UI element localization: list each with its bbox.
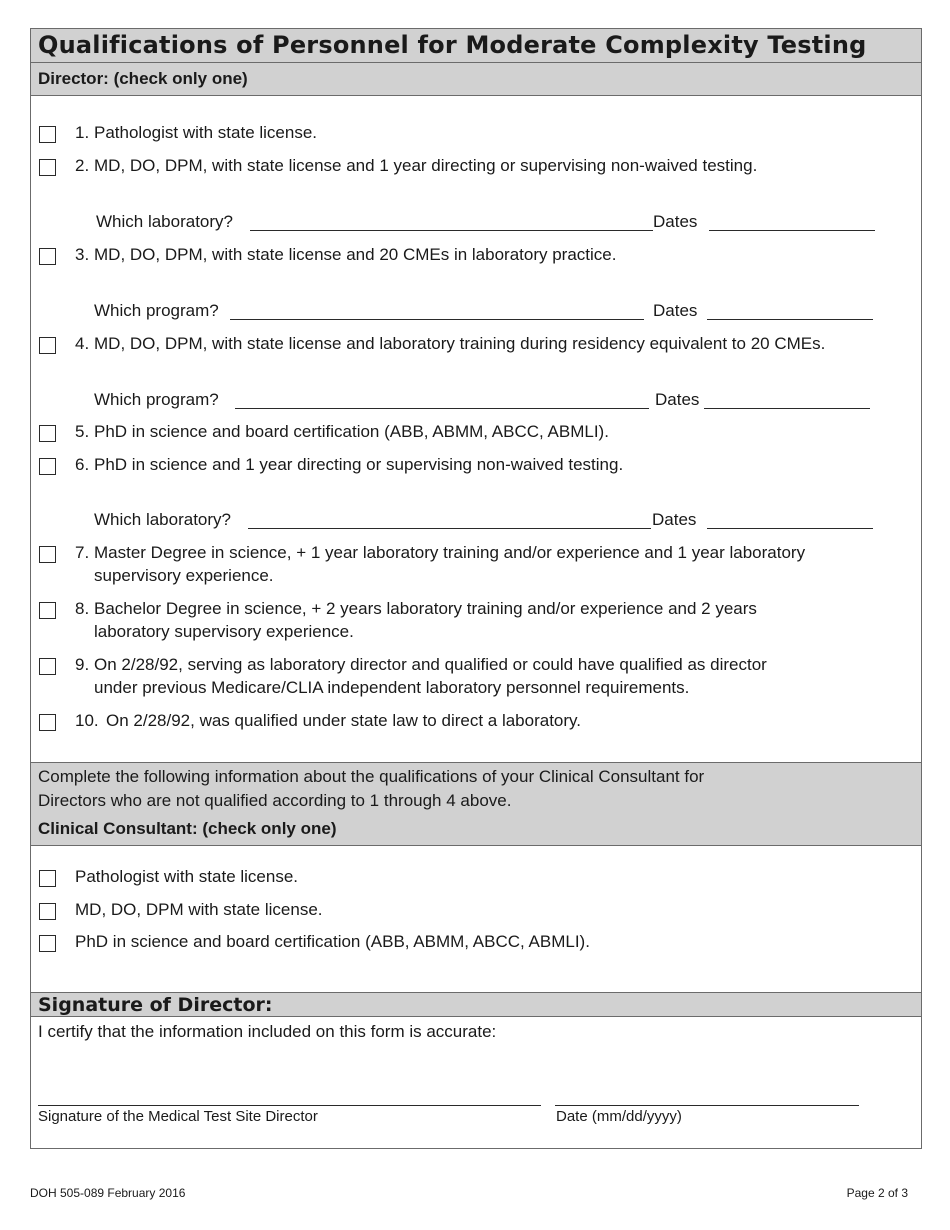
option-3-program-field[interactable]	[230, 319, 644, 320]
director-option-10-checkbox[interactable]	[39, 714, 56, 731]
director-option-5-number: 5.	[75, 422, 90, 441]
consultant-option-phd-checkbox[interactable]	[39, 935, 56, 952]
date-field-label: Date (mm/dd/yyyy)	[556, 1108, 682, 1125]
director-option-10-label: On 2/28/92, was qualified under state law to direct a laboratory.	[106, 711, 582, 730]
director-option-3-checkbox[interactable]	[39, 248, 56, 265]
option-2-dates-label: Dates	[653, 212, 698, 231]
director-option-5-label: PhD in science and board certification (ABB, ABMM, ABCC, ABMLI).	[94, 422, 609, 441]
option-3-program-label: Which program?	[94, 301, 219, 320]
consultant-header-label: Clinical Consultant: (check only one)	[38, 819, 337, 838]
consultant-option-md-label: MD, DO, DPM with state license.	[75, 900, 323, 919]
option-3-dates-field[interactable]	[707, 319, 873, 320]
form-title: Qualifications of Personnel for Moderate Complexity Testing	[38, 30, 867, 59]
option-4-program-label: Which program?	[94, 390, 219, 409]
form-number-footer: DOH 505-089 February 2016	[30, 1186, 186, 1200]
title-bar	[31, 29, 921, 63]
consultant-option-phd-label: PhD in science and board certification (ABB, ABMM, ABCC, ABMLI).	[75, 932, 590, 951]
consultant-option-pathologist-checkbox[interactable]	[39, 870, 56, 887]
consultant-intro-line-1: Complete the following information about the qualifications of your Clinical Consultant for	[38, 767, 705, 786]
director-option-8-number: 8.	[75, 599, 90, 618]
option-4-dates-label: Dates	[655, 390, 700, 409]
page-number-footer: Page 2 of 3	[846, 1186, 908, 1200]
signature-header-label: Signature of Director:	[38, 993, 273, 1016]
director-option-1-label: Pathologist with state license.	[94, 123, 318, 142]
director-option-1-checkbox[interactable]	[39, 126, 56, 143]
option-3-dates-label: Dates	[653, 301, 698, 320]
option-2-laboratory-field[interactable]	[250, 230, 653, 231]
signature-field-label: Signature of the Medical Test Site Director	[38, 1108, 318, 1125]
director-option-8-checkbox[interactable]	[39, 602, 56, 619]
signature-date-field[interactable]	[555, 1105, 859, 1106]
option-4-dates-field[interactable]	[704, 408, 870, 409]
option-2-dates-field[interactable]	[709, 230, 875, 231]
director-signature-field[interactable]	[38, 1105, 541, 1106]
director-option-7-number: 7.	[75, 543, 90, 562]
consultant-section-header	[31, 762, 921, 846]
director-option-6-checkbox[interactable]	[39, 458, 56, 475]
director-option-4-label: MD, DO, DPM, with state license and laboratory training during residency equivalent to 20 CMEs.	[94, 334, 826, 353]
director-option-9-label-continued: under previous Medicare/CLIA independent laboratory personnel requirements.	[94, 678, 690, 697]
director-option-6-label: PhD in science and 1 year directing or supervising non-waived testing.	[94, 455, 624, 474]
director-option-4-checkbox[interactable]	[39, 337, 56, 354]
option-6-laboratory-label: Which laboratory?	[94, 510, 232, 529]
option-4-program-field[interactable]	[235, 408, 649, 409]
director-option-2-label: MD, DO, DPM, with state license and 1 year directing or supervising non-waived testing.	[94, 156, 758, 175]
director-option-2-number: 2.	[75, 156, 90, 175]
director-option-9-label: On 2/28/92, serving as laboratory director and qualified or could have qualified as director	[94, 655, 767, 674]
consultant-option-pathologist-label: Pathologist with state license.	[75, 867, 299, 886]
director-option-7-label-continued: supervisory experience.	[94, 566, 274, 585]
option-6-laboratory-field[interactable]	[248, 528, 651, 529]
director-option-2-checkbox[interactable]	[39, 159, 56, 176]
certify-statement: I certify that the information included on this form is accurate:	[38, 1022, 497, 1041]
director-option-1-number: 1.	[75, 123, 90, 142]
director-option-9-checkbox[interactable]	[39, 658, 56, 675]
qualifications-form	[30, 28, 922, 1149]
director-section-header	[31, 63, 921, 96]
director-option-7-label: Master Degree in science, + 1 year laboratory training and/or experience and 1 year laboratory	[94, 543, 806, 562]
director-option-9-number: 9.	[75, 655, 90, 674]
director-option-7-checkbox[interactable]	[39, 546, 56, 563]
director-option-8-label-continued: laboratory supervisory experience.	[94, 622, 354, 641]
signature-section-header	[31, 992, 921, 1017]
director-option-6-number: 6.	[75, 455, 90, 474]
director-option-4-number: 4.	[75, 334, 90, 353]
director-header-label: Director: (check only one)	[38, 69, 248, 88]
director-option-5-checkbox[interactable]	[39, 425, 56, 442]
director-option-8-label: Bachelor Degree in science, + 2 years laboratory training and/or experience and 2 years	[94, 599, 757, 618]
director-option-10-number: 10.	[75, 711, 99, 730]
consultant-option-md-checkbox[interactable]	[39, 903, 56, 920]
option-6-dates-label: Dates	[652, 510, 697, 529]
director-option-3-number: 3.	[75, 245, 90, 264]
director-option-3-label: MD, DO, DPM, with state license and 20 CMEs in laboratory practice.	[94, 245, 617, 264]
option-6-dates-field[interactable]	[707, 528, 873, 529]
option-2-laboratory-label: Which laboratory?	[96, 212, 234, 231]
consultant-intro-line-2: Directors who are not qualified according to 1 through 4 above.	[38, 791, 512, 810]
